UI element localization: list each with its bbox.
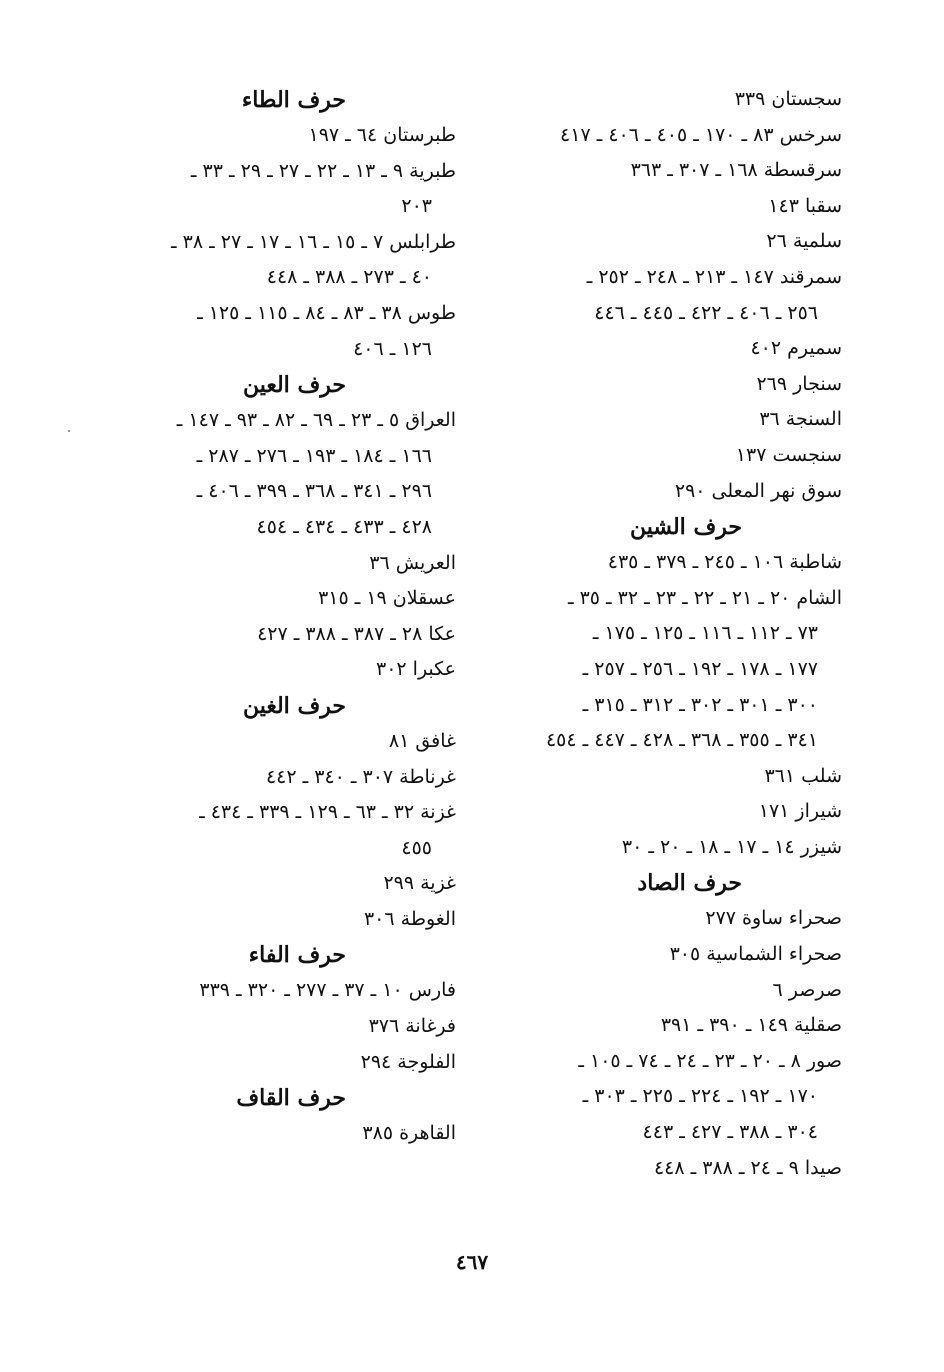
- index-entry-continuation: ٤٠ ـ ٢٧٣ ـ ٣٨٨ ـ ٤٤٨: [266, 266, 432, 289]
- index-entry-continuation: ٧٣ ـ ١١٢ ـ ١١٦ ـ ١٢٥ ـ ١٧٥ ـ: [592, 622, 818, 645]
- index-entry: عكبرا ٣٠٢: [376, 658, 456, 681]
- index-entry: سوق نهر المعلى ٢٩٠: [674, 479, 842, 502]
- index-entry: شيراز ١٧١: [758, 800, 842, 823]
- index-entry-continuation: ٢٥٦ ـ ٤٠٦ ـ ٤٢٢ ـ ٤٤٥ ـ ٤٤٦: [594, 301, 818, 324]
- index-entry-continuation: ١٧٠ ـ ١٩٢ ـ ٢٢٤ ـ ٢٢٥ ـ ٣٠٣ ـ: [582, 1085, 818, 1108]
- index-column-left: [106, 82, 456, 1152]
- index-entry: طبرية ٩ ـ ١٣ ـ ٢٢ ـ ٢٧ ـ ٢٩ ـ ٣٣ ـ: [190, 159, 456, 182]
- index-entry: سميرم ٤٠٢: [750, 337, 842, 360]
- page-number: ٤٦٧: [455, 1250, 489, 1274]
- index-entry: طرابلس ٧ ـ ١٥ ـ ١٦ ـ ١٧ ـ ٢٧ ـ ٣٨ ـ: [171, 230, 456, 253]
- index-entry: سقبا ١٤٣: [768, 194, 842, 217]
- index-entry-continuation: ٣٤١ ـ ٣٥٥ ـ ٣٦٨ ـ ٤٢٨ ـ ٤٤٧ ـ ٤٥٤: [545, 729, 818, 752]
- index-entry-continuation: ٣٠٤ ـ ٣٨٨ ـ ٤٢٧ ـ ٤٤٣: [642, 1121, 818, 1144]
- index-entry-continuation: ١٧٧ ـ ١٧٨ ـ ١٩٢ ـ ٢٥٦ ـ ٢٥٧ ـ: [582, 657, 818, 680]
- index-entry: سنجار ٢٦٩: [756, 372, 842, 395]
- index-entry-continuation: ٢٩٦ ـ ٣٤١ ـ ٣٦٨ ـ ٣٩٩ ـ ٤٠٦ ـ: [196, 480, 432, 503]
- index-entry: شيزر ١٤ ـ ١٧ ـ ١٨ ـ ٢٠ ـ ٣٠: [621, 835, 842, 858]
- index-entry-continuation: ٢٠٣: [401, 195, 432, 218]
- index-entry-continuation: ١٦٦ ـ ١٨٤ ـ ١٩٣ ـ ٢٧٦ ـ ٢٨٧ ـ: [196, 444, 432, 467]
- section-heading: حرف الفاء: [248, 942, 346, 969]
- index-column-right: [502, 82, 842, 1186]
- index-entry: سنجست ١٣٧: [735, 443, 842, 466]
- index-entry: الشام ٢٠ ـ ٢١ ـ ٢٢ ـ ٢٣ ـ ٣٢ ـ ٣٥ ـ: [567, 586, 842, 609]
- index-entry: سجستان ٣٣٩: [734, 88, 842, 110]
- index-entry: فرغانة ٣٧٦: [368, 1015, 456, 1038]
- index-entry: القاهرة ٣٨٥: [362, 1122, 456, 1145]
- index-entry: شلب ٣٦١: [764, 764, 842, 787]
- index-entry: عسقلان ١٩ ـ ٣١٥: [318, 587, 456, 610]
- index-entry: عكا ٢٨ ـ ٣٨٧ ـ ٣٨٨ ـ ٤٢٧: [257, 622, 456, 645]
- index-entry: صور ٨ ـ ٢٠ ـ ٢٣ ـ ٢٤ ـ ٧٤ ـ ١٠٥ ـ: [578, 1049, 842, 1072]
- index-entry-continuation: ١٢٦ ـ ٤٠٦: [353, 337, 432, 360]
- section-heading: حرف الشين: [629, 514, 742, 541]
- index-entry: السنجة ٣٦: [759, 408, 842, 431]
- section-heading: حرف العين: [242, 372, 346, 399]
- index-entry: الفلوجة ٢٩٤: [360, 1050, 456, 1073]
- index-entry: غافق ٨١: [388, 729, 456, 752]
- index-entry: العراق ٥ ـ ٢٣ ـ ٦٩ ـ ٨٢ ـ ٩٣ ـ ١٤٧ ـ: [176, 409, 456, 432]
- index-entry: غزية ٢٩٩: [383, 872, 456, 895]
- section-heading: حرف الغين: [242, 692, 346, 719]
- index-entry: صقلية ١٤٩ ـ ٣٩٠ ـ ٣٩١: [660, 1014, 842, 1037]
- index-entry: صحراء الشماسية ٣٠٥: [669, 943, 842, 966]
- index-entry: سلمية ٢٦: [766, 230, 842, 253]
- section-heading: حرف القاف: [236, 1085, 346, 1112]
- index-entry-continuation: ٣٠٠ ـ ٣٠١ ـ ٣٠٢ ـ ٣١٢ ـ ٣١٥ ـ: [582, 693, 818, 716]
- index-entry-continuation: ٤٢٨ ـ ٤٣٣ ـ ٤٣٤ ـ ٤٥٤: [256, 515, 432, 538]
- index-entry: فارس ١٠ ـ ٣٧ ـ ٢٧٧ ـ ٣٢٠ ـ ٣٣٩: [199, 979, 456, 1002]
- index-entry: غرناطة ٣٠٧ ـ ٣٤٠ ـ ٤٤٢: [265, 765, 456, 788]
- index-entry: صيدا ٩ ـ ٢٤ ـ ٣٨٨ ـ ٤٤٨: [653, 1156, 842, 1179]
- index-entry: سمرقند ١٤٧ ـ ٢١٣ ـ ٢٤٨ ـ ٢٥٢ ـ: [586, 265, 842, 288]
- index-entry: العريش ٣٦: [369, 551, 456, 574]
- index-entry: غزنة ٣٢ ـ ٦٣ ـ ١٢٩ ـ ٣٣٩ ـ ٤٣٤ ـ: [199, 801, 456, 824]
- index-entry: سرقسطة ١٦٨ ـ ٣٠٧ ـ ٣٦٣: [630, 159, 842, 182]
- index-entry: الغوطة ٣٠٦: [363, 907, 456, 930]
- section-heading: حرف الصاد: [637, 870, 742, 897]
- index-entry: طبرستان ٦٤ ـ ١٩٧: [308, 124, 456, 146]
- index-entry: صرصر ٦: [772, 978, 842, 1001]
- section-heading: حرف الطاء: [241, 87, 346, 113]
- index-entry: صحراء ساوة ٢٧٧: [705, 907, 842, 930]
- index-entry: سرخس ٨٣ ـ ١٧٠ ـ ٤٠٥ ـ ٤٠٦ ـ ٤١٧: [560, 123, 842, 146]
- stray-mark: [68, 430, 70, 432]
- index-entry: شاطبة ١٠٦ ـ ٢٤٥ ـ ٣٧٩ ـ ٤٣٥: [607, 551, 842, 574]
- index-entry: طوس ٣٨ ـ ٨٣ ـ ٨٤ ـ ١١٥ ـ ١٢٥ ـ: [197, 301, 456, 324]
- index-entry-continuation: ٤٥٥: [401, 836, 432, 859]
